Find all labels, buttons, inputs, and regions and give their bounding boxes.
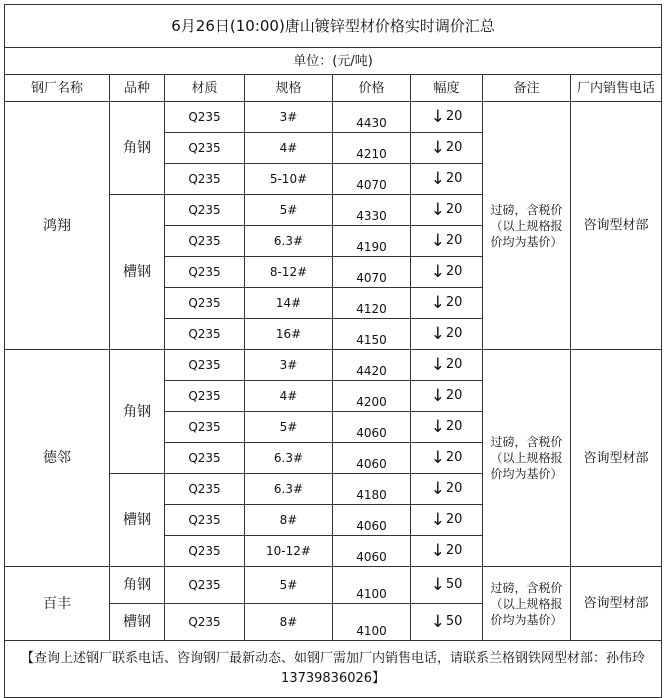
price-cell: 4120 [333, 288, 411, 319]
down-arrow-icon: ↓ [430, 416, 445, 437]
price-table [4, 4, 662, 698]
change-value: 20 [445, 232, 463, 248]
spec-cell: 16# [245, 319, 333, 350]
material-cell: Q235 [165, 381, 245, 412]
price-cell: 4100 [333, 604, 411, 641]
product-kind: 角钢 [110, 567, 165, 604]
change-value: 20 [445, 325, 463, 341]
change-cell [411, 412, 483, 443]
change-cell [411, 567, 483, 604]
unit-label: 单位：(元/吨) [5, 48, 662, 75]
price-cell: 4210 [333, 133, 411, 164]
material-cell: Q235 [165, 164, 245, 195]
change-cell [411, 350, 483, 381]
spec-cell: 5-10# [245, 164, 333, 195]
change-cell [411, 319, 483, 350]
price-cell: 4150 [333, 319, 411, 350]
change-value: 20 [445, 511, 463, 527]
down-arrow-icon: ↓ [430, 199, 445, 220]
table-title: 6月26日(10:00)唐山镀锌型材价格实时调价汇总 [5, 5, 662, 48]
spec-cell: 5# [245, 412, 333, 443]
change-cell [411, 257, 483, 288]
change-value: 20 [445, 170, 463, 186]
change-value: 20 [445, 418, 463, 434]
change-value: 20 [445, 387, 463, 403]
material-cell: Q235 [165, 604, 245, 641]
change-value: 20 [445, 139, 463, 155]
remark-note: 过磅，含税价（以上规格报价均为基价） [483, 102, 571, 350]
material-cell: Q235 [165, 567, 245, 604]
header-note: 备注 [483, 75, 571, 102]
spec-cell: 14# [245, 288, 333, 319]
change-value: 20 [445, 542, 463, 558]
spec-cell: 5# [245, 195, 333, 226]
title-row [5, 5, 662, 48]
footer-row [5, 641, 662, 698]
change-cell [411, 505, 483, 536]
product-kind: 角钢 [110, 350, 165, 474]
price-table-body [5, 5, 662, 698]
price-cell: 4430 [333, 102, 411, 133]
change-value: 50 [445, 613, 463, 629]
change-cell [411, 195, 483, 226]
price-cell: 4190 [333, 226, 411, 257]
down-arrow-icon: ↓ [430, 509, 445, 530]
spec-cell: 8# [245, 604, 333, 641]
spec-cell: 3# [245, 350, 333, 381]
down-arrow-icon: ↓ [430, 106, 445, 127]
change-cell [411, 102, 483, 133]
price-cell: 4060 [333, 443, 411, 474]
material-cell: Q235 [165, 412, 245, 443]
change-value: 20 [445, 108, 463, 124]
change-cell [411, 133, 483, 164]
material-cell: Q235 [165, 133, 245, 164]
down-arrow-icon: ↓ [430, 168, 445, 189]
material-cell: Q235 [165, 350, 245, 381]
mill-name: 鸿翔 [5, 102, 110, 350]
material-cell: Q235 [165, 505, 245, 536]
material-cell: Q235 [165, 226, 245, 257]
price-cell: 4420 [333, 350, 411, 381]
change-value: 20 [445, 480, 463, 496]
price-cell: 4330 [333, 195, 411, 226]
down-arrow-icon: ↓ [430, 385, 445, 406]
change-value: 50 [445, 576, 463, 592]
remark-note: 过磅，含税价（以上规格报价均为基价） [483, 567, 571, 641]
down-arrow-icon: ↓ [430, 230, 445, 251]
table-row [5, 567, 662, 604]
price-cell: 4070 [333, 257, 411, 288]
price-cell: 4200 [333, 381, 411, 412]
spec-cell: 6.3# [245, 226, 333, 257]
header-phone: 厂内销售电话 [571, 75, 662, 102]
down-arrow-icon: ↓ [430, 261, 445, 282]
table-row [5, 350, 662, 381]
change-cell [411, 226, 483, 257]
mill-name: 百丰 [5, 567, 110, 641]
change-value: 20 [445, 294, 463, 310]
product-kind: 槽钢 [110, 195, 165, 350]
down-arrow-icon: ↓ [430, 574, 445, 595]
change-cell [411, 443, 483, 474]
price-cell: 4100 [333, 567, 411, 604]
sales-phone: 咨询型材部 [571, 350, 662, 567]
remark-note: 过磅，含税价（以上规格报价均为基价） [483, 350, 571, 567]
change-value: 20 [445, 449, 463, 465]
price-cell: 4070 [333, 164, 411, 195]
spec-cell: 8-12# [245, 257, 333, 288]
change-value: 20 [445, 201, 463, 217]
spec-cell: 6.3# [245, 474, 333, 505]
table-row [5, 102, 662, 133]
change-cell [411, 381, 483, 412]
header-spec: 规格 [245, 75, 333, 102]
header-kind: 品种 [110, 75, 165, 102]
material-cell: Q235 [165, 474, 245, 505]
material-cell: Q235 [165, 288, 245, 319]
down-arrow-icon: ↓ [430, 478, 445, 499]
material-cell: Q235 [165, 536, 245, 567]
price-cell: 4060 [333, 412, 411, 443]
spec-cell: 5# [245, 567, 333, 604]
price-cell: 4060 [333, 505, 411, 536]
down-arrow-icon: ↓ [430, 611, 445, 632]
spec-cell: 4# [245, 381, 333, 412]
change-cell [411, 536, 483, 567]
change-value: 20 [445, 356, 463, 372]
header-material: 材质 [165, 75, 245, 102]
price-summary-sheet [4, 4, 661, 698]
down-arrow-icon: ↓ [430, 540, 445, 561]
footer-contact-note: 【查询上述钢厂联系电话、咨询钢厂最新动态、如钢厂需加厂内销售电话，请联系兰格钢铁网型材部：孙伟玲13739836026】 [5, 641, 662, 698]
material-cell: Q235 [165, 319, 245, 350]
change-cell [411, 474, 483, 505]
spec-cell: 4# [245, 133, 333, 164]
down-arrow-icon: ↓ [430, 137, 445, 158]
spec-cell: 3# [245, 102, 333, 133]
sales-phone: 咨询型材部 [571, 102, 662, 350]
sales-phone: 咨询型材部 [571, 567, 662, 641]
material-cell: Q235 [165, 102, 245, 133]
material-cell: Q235 [165, 195, 245, 226]
header-row [5, 75, 662, 102]
price-cell: 4180 [333, 474, 411, 505]
change-value: 20 [445, 263, 463, 279]
mill-name: 德邻 [5, 350, 110, 567]
down-arrow-icon: ↓ [430, 323, 445, 344]
change-cell [411, 288, 483, 319]
header-change: 幅度 [411, 75, 483, 102]
header-mill: 钢厂名称 [5, 75, 110, 102]
spec-cell: 8# [245, 505, 333, 536]
price-cell: 4060 [333, 536, 411, 567]
down-arrow-icon: ↓ [430, 354, 445, 375]
header-price: 价格 [333, 75, 411, 102]
down-arrow-icon: ↓ [430, 292, 445, 313]
product-kind: 槽钢 [110, 604, 165, 641]
unit-row [5, 48, 662, 75]
change-cell [411, 164, 483, 195]
spec-cell: 6.3# [245, 443, 333, 474]
change-cell [411, 604, 483, 641]
product-kind: 角钢 [110, 102, 165, 195]
product-kind: 槽钢 [110, 474, 165, 567]
material-cell: Q235 [165, 443, 245, 474]
material-cell: Q235 [165, 257, 245, 288]
spec-cell: 10-12# [245, 536, 333, 567]
down-arrow-icon: ↓ [430, 447, 445, 468]
